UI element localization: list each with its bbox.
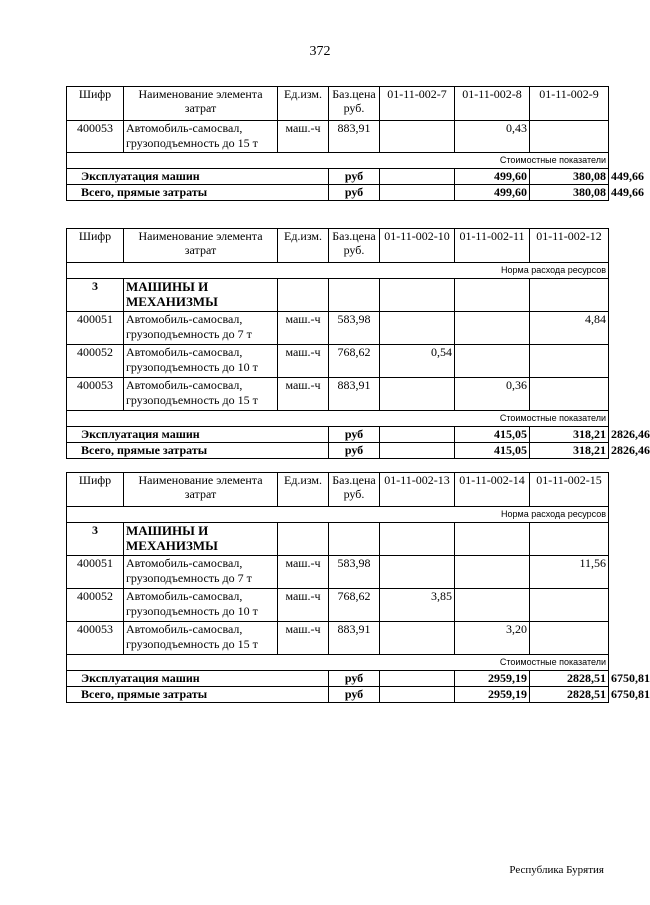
table-row — [67, 345, 609, 378]
row-unit: маш.-ч — [278, 622, 329, 655]
row-value-2: 3,20 — [455, 622, 530, 655]
resource-table-2 — [66, 228, 650, 459]
header-unit: Ед.изм. — [278, 87, 329, 121]
header-column-1: 01-11-002-10 — [380, 229, 455, 263]
row-unit: маш.-ч — [278, 312, 329, 345]
row-value-3 — [530, 589, 609, 622]
row-value-2: 0,36 — [455, 378, 530, 411]
costs-caption: Стоимостные показатели — [67, 411, 609, 427]
header-price: Баз.цена руб. — [329, 87, 380, 121]
total-value-1: 2959,19 — [455, 687, 530, 703]
row-price: 883,91 — [329, 378, 380, 411]
total-value-1: 415,05 — [455, 427, 530, 443]
row-price: 768,62 — [329, 345, 380, 378]
row-value-2 — [455, 589, 530, 622]
row-name: Автомобиль-самосвал, грузоподъемность до 10 т — [124, 589, 278, 622]
total-unit: руб — [329, 185, 380, 201]
header-unit: Ед.изм. — [278, 473, 329, 507]
header-column-1: 01-11-002-7 — [380, 87, 455, 121]
footer-region: Республика Бурятия — [509, 864, 604, 876]
row-value-3 — [530, 378, 609, 411]
total-value-2: 380,08 — [530, 185, 609, 201]
row-name: Автомобиль-самосвал, грузоподъемность до 15 т — [124, 622, 278, 655]
header-code: Шифр — [67, 473, 124, 507]
row-price: 883,91 — [329, 622, 380, 655]
row-name: Автомобиль-самосвал, грузоподъемность до 15 т — [124, 378, 278, 411]
row-value-2 — [455, 556, 530, 589]
resource-table-3 — [66, 472, 650, 703]
row-value-3 — [530, 121, 609, 153]
total-value-2: 2828,51 — [530, 671, 609, 687]
row-code: 400053 — [67, 121, 124, 153]
total-value-1: 415,05 — [455, 443, 530, 459]
row-code: 400052 — [67, 589, 124, 622]
section-row — [67, 279, 609, 312]
row-value-1 — [380, 121, 455, 153]
header-name: Наименование элемента затрат — [124, 87, 278, 121]
total-value-1: 499,60 — [455, 169, 530, 185]
section-code: 3 — [67, 279, 124, 312]
row-value-1: 3,85 — [380, 589, 455, 622]
row-value-1 — [380, 622, 455, 655]
resource-table-1 — [66, 86, 644, 201]
section-name: МАШИНЫ И МЕХАНИЗМЫ — [124, 279, 278, 312]
header-column-2: 01-11-002-11 — [455, 229, 530, 263]
total-value-2: 2828,51 — [530, 687, 609, 703]
total-unit: руб — [329, 169, 380, 185]
row-unit: маш.-ч — [278, 556, 329, 589]
table-row — [67, 378, 609, 411]
row-value-3 — [530, 622, 609, 655]
total-label: Эксплуатация машин — [67, 671, 329, 687]
row-unit: маш.-ч — [278, 345, 329, 378]
row-price: 883,91 — [329, 121, 380, 153]
row-name: Автомобиль-самосвал, грузоподъемность до 15 т — [124, 121, 278, 153]
table-row — [67, 622, 609, 655]
total-row: Всего, прямые затраты руб 499,60 380,08 449,66 — [67, 185, 609, 201]
row-value-2: 0,43 — [455, 121, 530, 153]
total-value-2: 318,21 — [530, 443, 609, 459]
row-code: 400051 — [67, 556, 124, 589]
header-unit: Ед.изм. — [278, 229, 329, 263]
row-value-1 — [380, 312, 455, 345]
total-value-2: 380,08 — [530, 169, 609, 185]
header-name: Наименование элемента затрат — [124, 229, 278, 263]
header-column-3: 01-11-002-12 — [530, 229, 609, 263]
total-row: Эксплуатация машин руб 415,05 318,21 2826,46 — [67, 427, 609, 443]
total-label: Эксплуатация машин — [67, 427, 329, 443]
row-name: Автомобиль-самосвал, грузоподъемность до 10 т — [124, 345, 278, 378]
header-name: Наименование элемента затрат — [124, 473, 278, 507]
total-unit: руб — [329, 427, 380, 443]
total-row: Всего, прямые затраты руб 2959,19 2828,51 6750,81 — [67, 687, 609, 703]
row-code: 400053 — [67, 622, 124, 655]
row-value-1: 0,54 — [380, 345, 455, 378]
norms-caption: Норма расхода ресурсов — [67, 507, 609, 523]
total-label: Всего, прямые затраты — [67, 687, 329, 703]
table-header-row — [67, 87, 609, 121]
caption-row — [67, 507, 609, 523]
row-value-2 — [455, 345, 530, 378]
row-value-1 — [380, 378, 455, 411]
table-row — [67, 556, 609, 589]
caption-row — [67, 411, 609, 427]
row-code: 400051 — [67, 312, 124, 345]
row-name: Автомобиль-самосвал, грузоподъемность до 7 т — [124, 312, 278, 345]
total-label: Всего, прямые затраты — [67, 443, 329, 459]
table-row — [67, 312, 609, 345]
total-value-1: 2959,19 — [455, 671, 530, 687]
table-row — [67, 121, 609, 153]
row-unit: маш.-ч — [278, 121, 329, 153]
caption-row — [67, 263, 609, 279]
costs-caption: Стоимостные показатели — [67, 655, 609, 671]
total-unit: руб — [329, 443, 380, 459]
table-row — [67, 589, 609, 622]
total-unit: руб — [329, 671, 380, 687]
total-value-1: 499,60 — [455, 185, 530, 201]
header-price: Баз.цена руб. — [329, 473, 380, 507]
norms-caption: Норма расхода ресурсов — [67, 263, 609, 279]
page-number: 372 — [309, 44, 331, 59]
header-column-2: 01-11-002-8 — [455, 87, 530, 121]
header-column-2: 01-11-002-14 — [455, 473, 530, 507]
section-name: МАШИНЫ И МЕХАНИЗМЫ — [124, 523, 278, 556]
total-value-2: 318,21 — [530, 427, 609, 443]
header-column-3: 01-11-002-15 — [530, 473, 609, 507]
total-row: Всего, прямые затраты руб 415,05 318,21 2826,46 — [67, 443, 609, 459]
total-label: Эксплуатация машин — [67, 169, 329, 185]
total-row: Эксплуатация машин руб 499,60 380,08 449,66 — [67, 169, 609, 185]
total-row: Эксплуатация машин руб 2959,19 2828,51 6750,81 — [67, 671, 609, 687]
total-unit: руб — [329, 687, 380, 703]
row-name: Автомобиль-самосвал, грузоподъемность до 7 т — [124, 556, 278, 589]
row-value-3: 4,84 — [530, 312, 609, 345]
row-code: 400053 — [67, 378, 124, 411]
row-unit: маш.-ч — [278, 378, 329, 411]
header-code: Шифр — [67, 87, 124, 121]
row-price: 768,62 — [329, 589, 380, 622]
row-price: 583,98 — [329, 556, 380, 589]
row-value-2 — [455, 312, 530, 345]
row-value-1 — [380, 556, 455, 589]
table-header-row — [67, 473, 609, 507]
caption-row — [67, 153, 609, 169]
section-code: 3 — [67, 523, 124, 556]
row-price: 583,98 — [329, 312, 380, 345]
row-value-3 — [530, 345, 609, 378]
header-column-1: 01-11-002-13 — [380, 473, 455, 507]
row-unit: маш.-ч — [278, 589, 329, 622]
row-code: 400052 — [67, 345, 124, 378]
total-label: Всего, прямые затраты — [67, 185, 329, 201]
costs-caption: Стоимостные показатели — [67, 153, 609, 169]
table-header-row — [67, 229, 609, 263]
header-column-3: 01-11-002-9 — [530, 87, 609, 121]
row-value-3: 11,56 — [530, 556, 609, 589]
header-price: Баз.цена руб. — [329, 229, 380, 263]
header-code: Шифр — [67, 229, 124, 263]
caption-row — [67, 655, 609, 671]
section-row — [67, 523, 609, 556]
